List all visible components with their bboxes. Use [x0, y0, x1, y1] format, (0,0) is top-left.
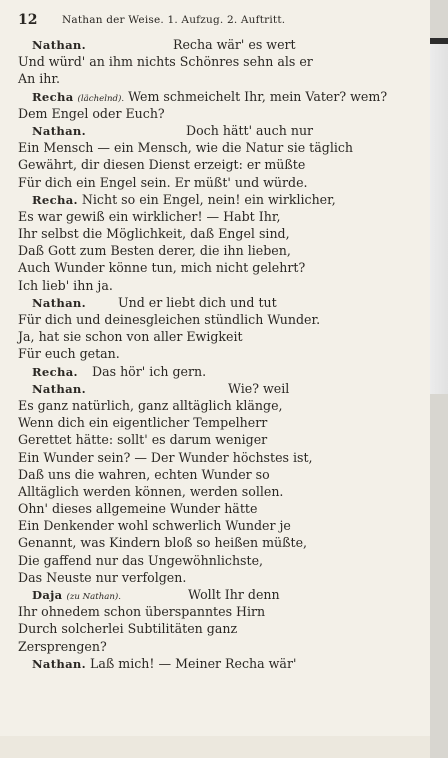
speaker-line: [18, 122, 423, 139]
verse-line: [18, 208, 423, 225]
line-text: Für euch getan.: [18, 346, 120, 362]
verse-line: [18, 414, 423, 431]
line-text: Doch hätt' auch nur: [186, 122, 314, 138]
line-text: Ich lieb' ihn ja.: [18, 277, 113, 293]
line-text: Und er liebt dich und tut: [118, 294, 277, 310]
speaker-name: Nathan.: [32, 656, 86, 671]
play-text: [18, 36, 423, 672]
line-text: Das Neuste nur verfolgen.: [18, 569, 187, 585]
line-text: Dem Engel oder Euch?: [18, 105, 165, 121]
verse-line: [18, 156, 423, 173]
line-text: Alltäglich werden können, werden sollen.: [18, 483, 284, 499]
line-text: Wem schmeichelt Ihr, mein Vater? wem?: [128, 88, 388, 104]
speaker-name: Nathan.: [32, 123, 86, 138]
page-margin-bottom: [0, 736, 430, 758]
speaker-name: Daja: [32, 588, 63, 602]
verse-line: [18, 552, 423, 569]
speaker-name: Recha: [32, 89, 74, 104]
speaker-line: [18, 294, 423, 311]
verse-line: [18, 569, 423, 586]
verse-line: [18, 105, 423, 122]
line-text: Es war gewiß ein wirklicher! — Habt Ihr,: [18, 208, 281, 224]
speaker-line: [18, 363, 423, 380]
line-text: Gerettet hätte: sollt' es darum weniger: [18, 432, 268, 448]
verse-line: [18, 345, 423, 362]
verse-line: [18, 259, 423, 276]
speaker-line: [18, 586, 423, 603]
line-text: Wollt Ihr denn: [188, 587, 280, 602]
verse-line: [18, 139, 423, 156]
line-text: Daß Gott zum Besten derer, die ihn lieben,: [18, 243, 291, 259]
verse-line: [18, 311, 423, 328]
line-text: Es ganz natürlich, ganz alltäglich klänge,: [18, 397, 283, 413]
page-header: [18, 12, 418, 32]
speaker-name: Nathan.: [32, 295, 86, 310]
speaker-name: Recha.: [32, 364, 78, 379]
line-text: Die gaffend nur das Ungewöhnlichste,: [18, 552, 264, 568]
verse-line: [18, 431, 423, 448]
verse-line: [18, 449, 423, 466]
adjacent-page-edge: [430, 0, 448, 758]
line-text: Ja, hat sie schon von aller Ewigkeit: [18, 329, 243, 345]
verse-line: [18, 534, 423, 551]
verse-line: [18, 466, 423, 483]
verse-line: [18, 638, 423, 655]
speaker-line: [18, 380, 423, 397]
line-text: Laß mich! — Meiner Recha wär': [90, 655, 297, 671]
line-text: Für dich und deinesgleichen stündlich Wunder.: [18, 312, 321, 327]
line-text: Ein Mensch — ein Mensch, wie die Natur sie täglich: [18, 140, 354, 156]
verse-line: [18, 70, 423, 87]
speaker-name: Nathan.: [32, 381, 86, 396]
speaker-line: [18, 191, 423, 208]
line-text: Daß uns die wahren, echten Wunder so: [18, 466, 270, 482]
verse-line: [18, 225, 423, 242]
verse-line: [18, 328, 423, 345]
speaker-name: Nathan.: [32, 38, 86, 52]
line-text: Ihr selbst die Möglichkeit, daß Engel sind,: [18, 226, 290, 242]
line-text: Recha wär' es wert: [173, 37, 296, 52]
running-title: Nathan der Weise. 1. Aufzug. 2. Auftritt.: [62, 14, 286, 26]
line-text: Zersprengen?: [18, 638, 107, 654]
verse-line: [18, 277, 423, 294]
stage-direction: (zu Nathan).: [66, 592, 122, 602]
line-text: Ein Denkender wohl schwerlich Wunder je: [18, 518, 291, 534]
speaker-name: Recha.: [32, 192, 78, 207]
verse-line: [18, 603, 423, 620]
line-text: Wenn dich ein eigentlicher Tempelherr: [18, 415, 268, 431]
line-text: Wie? weil: [228, 380, 290, 396]
verse-line: [18, 500, 423, 517]
line-text: Das hör' ich gern.: [92, 363, 207, 379]
line-text: Genannt, was Kindern bloß so heißen müßte,: [18, 535, 308, 551]
verse-line: [18, 483, 423, 500]
line-text: Und würd' an ihm nichts Schönres sehn als er: [18, 54, 313, 70]
verse-line: [18, 242, 423, 259]
line-text: Gewährt, dir diesen Dienst erzeigt: er müßte: [18, 157, 306, 173]
edge-light-band: [430, 44, 448, 394]
line-text: Nicht so ein Engel, nein! ein wirklicher,: [81, 191, 336, 207]
speaker-line: [18, 36, 423, 53]
line-text: Ohn' dieses allgemeine Wunder hätte: [18, 501, 258, 517]
line-text: Durch solcherlei Subtilitäten ganz: [18, 621, 238, 637]
line-text: Auch Wunder könne tun, mich nicht gelehrt?: [18, 260, 306, 276]
line-text: An ihr.: [18, 71, 60, 87]
verse-line: [18, 174, 423, 191]
verse-line: [18, 397, 423, 414]
speaker-line: [18, 655, 423, 672]
line-text: Ein Wunder sein? — Der Wunder höchstes ist,: [18, 449, 313, 465]
stage-direction: (lächelnd).: [77, 93, 125, 104]
verse-line: [18, 517, 423, 534]
line-text: Für dich ein Engel sein. Er müßt' und würde.: [18, 174, 308, 190]
verse-line: [18, 53, 423, 70]
page-number: 12: [18, 12, 38, 28]
speaker-line: [18, 88, 423, 105]
line-text: Ihr ohnedem schon überspanntes Hirn: [18, 604, 266, 620]
verse-line: [18, 620, 423, 637]
